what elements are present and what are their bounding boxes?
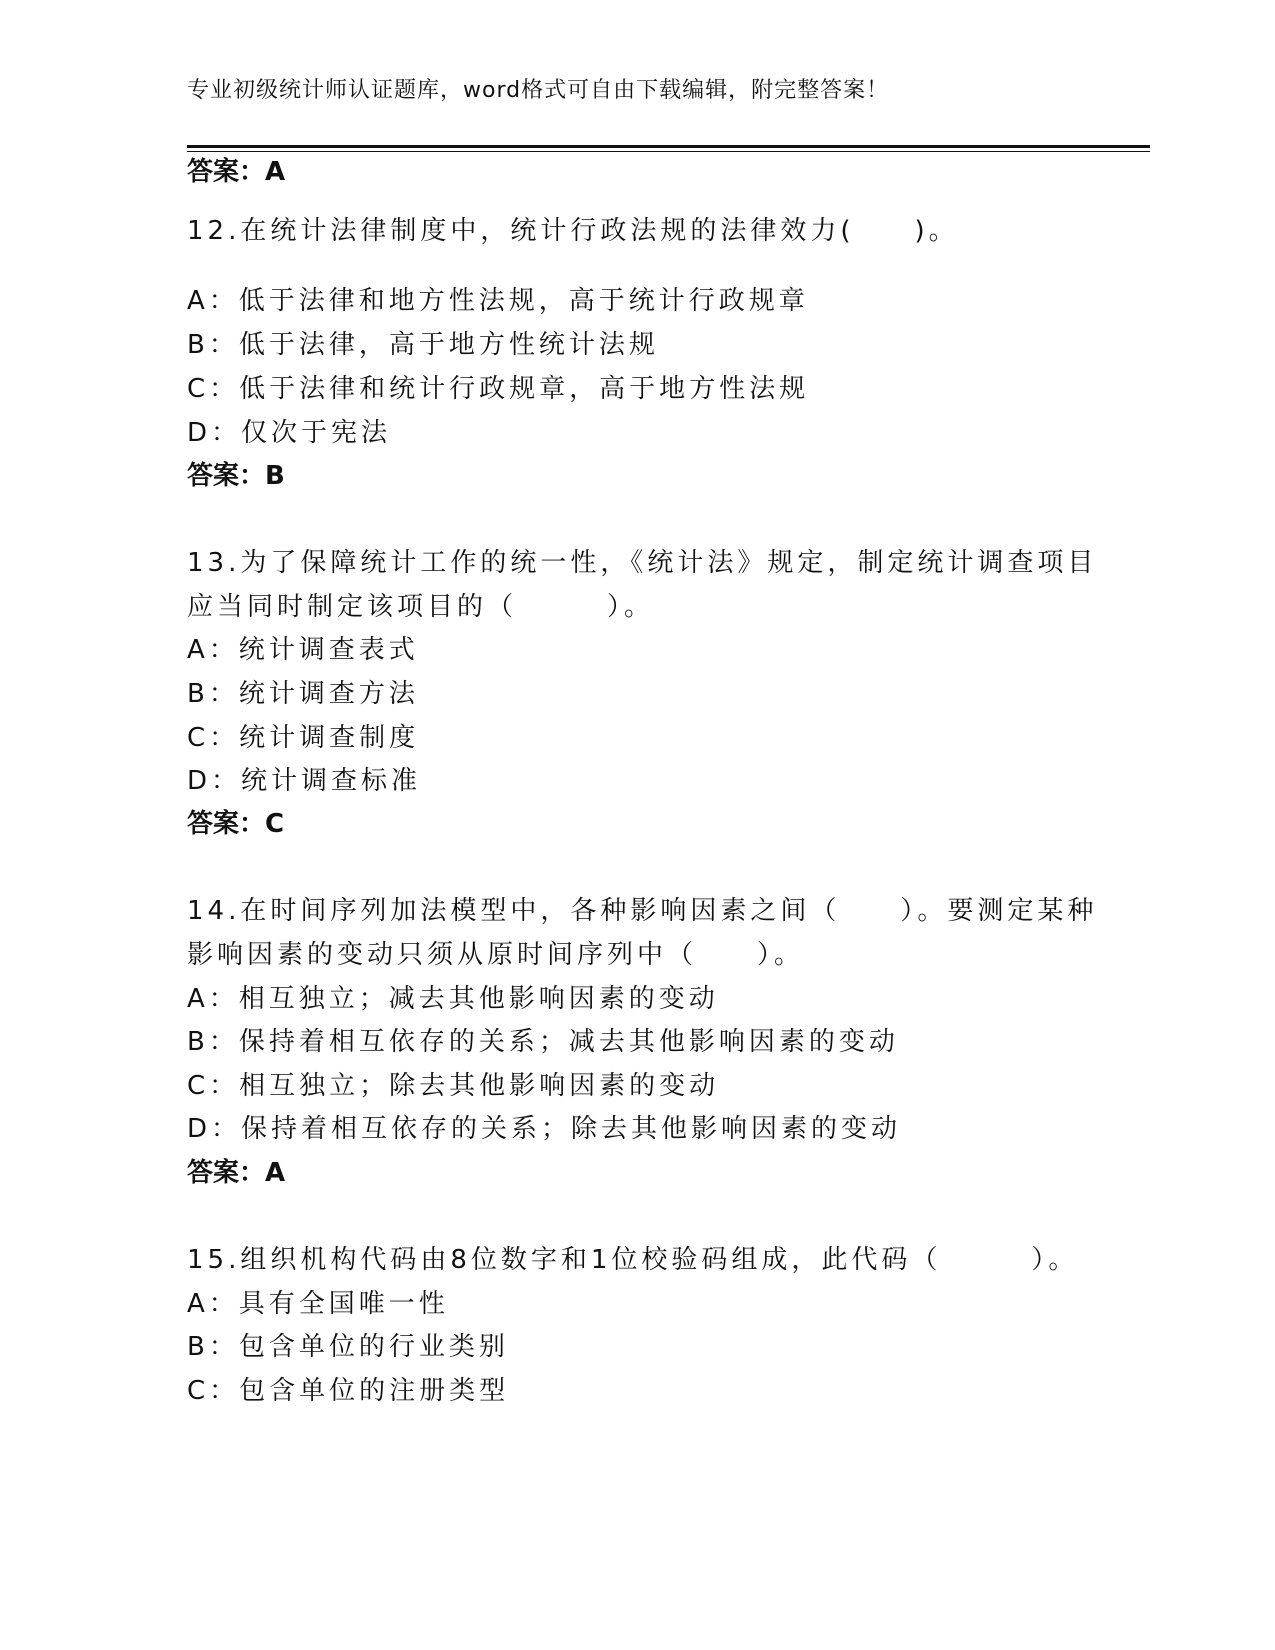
question-14-option-d: D：保持着相互依存的关系；除去其他影响因素的变动 [187, 1114, 902, 1144]
page-header: 专业初级统计师认证题库，word格式可自由下载编辑，附完整答案！ [187, 78, 890, 103]
answer-prev: 答案：A [187, 157, 286, 187]
question-13-option-a: A：统计调查表式 [187, 635, 419, 665]
question-14-stem-line-2: 影响因素的变动只须从原时间序列中（ ）。 [187, 940, 805, 970]
question-15-option-b: B：包含单位的行业类别 [187, 1332, 509, 1362]
question-15-stem: 15.组织机构代码由8位数字和1位校验码组成，此代码（ ）。 [187, 1245, 1079, 1275]
question-12-option-d: D：仅次于宪法 [187, 418, 392, 448]
question-13-option-d: D：统计调查标准 [187, 766, 422, 796]
question-13-option-b: B：统计调查方法 [187, 679, 419, 709]
question-14-stem-line-1: 14.在时间序列加法模型中，各种影响因素之间（ ）。要测定某种 [187, 896, 1098, 926]
question-13-stem-line-1: 13.为了保障统计工作的统一性，《统计法》规定，制定统计调查项目 [187, 548, 1098, 578]
header-rule-thick [187, 145, 1150, 148]
header-rule-thin [187, 151, 1150, 152]
question-13-answer: 答案：C [187, 809, 285, 839]
question-14-answer: 答案：A [187, 1158, 286, 1188]
question-15-option-c: C：包含单位的注册类型 [187, 1376, 510, 1406]
question-14-option-a: A：相互独立；减去其他影响因素的变动 [187, 984, 719, 1014]
question-12-option-b: B：低于法律，高于地方性统计法规 [187, 330, 659, 360]
question-15-option-a: A：具有全国唯一性 [187, 1289, 449, 1319]
question-13-stem-line-2: 应当同时制定该项目的（ ）。 [187, 592, 655, 622]
question-12-answer: 答案：B [187, 461, 285, 491]
question-14-option-c: C：相互独立；除去其他影响因素的变动 [187, 1071, 720, 1101]
question-12-option-a: A：低于法律和地方性法规，高于统计行政规章 [187, 286, 809, 316]
question-12-option-c: C：低于法律和统计行政规章，高于地方性法规 [187, 374, 810, 404]
question-13-option-c: C：统计调查制度 [187, 723, 420, 753]
question-12-stem: 12.在统计法律制度中，统计行政法规的法律效力( )。 [187, 216, 959, 246]
question-14-option-b: B：保持着相互依存的关系；减去其他影响因素的变动 [187, 1027, 899, 1057]
